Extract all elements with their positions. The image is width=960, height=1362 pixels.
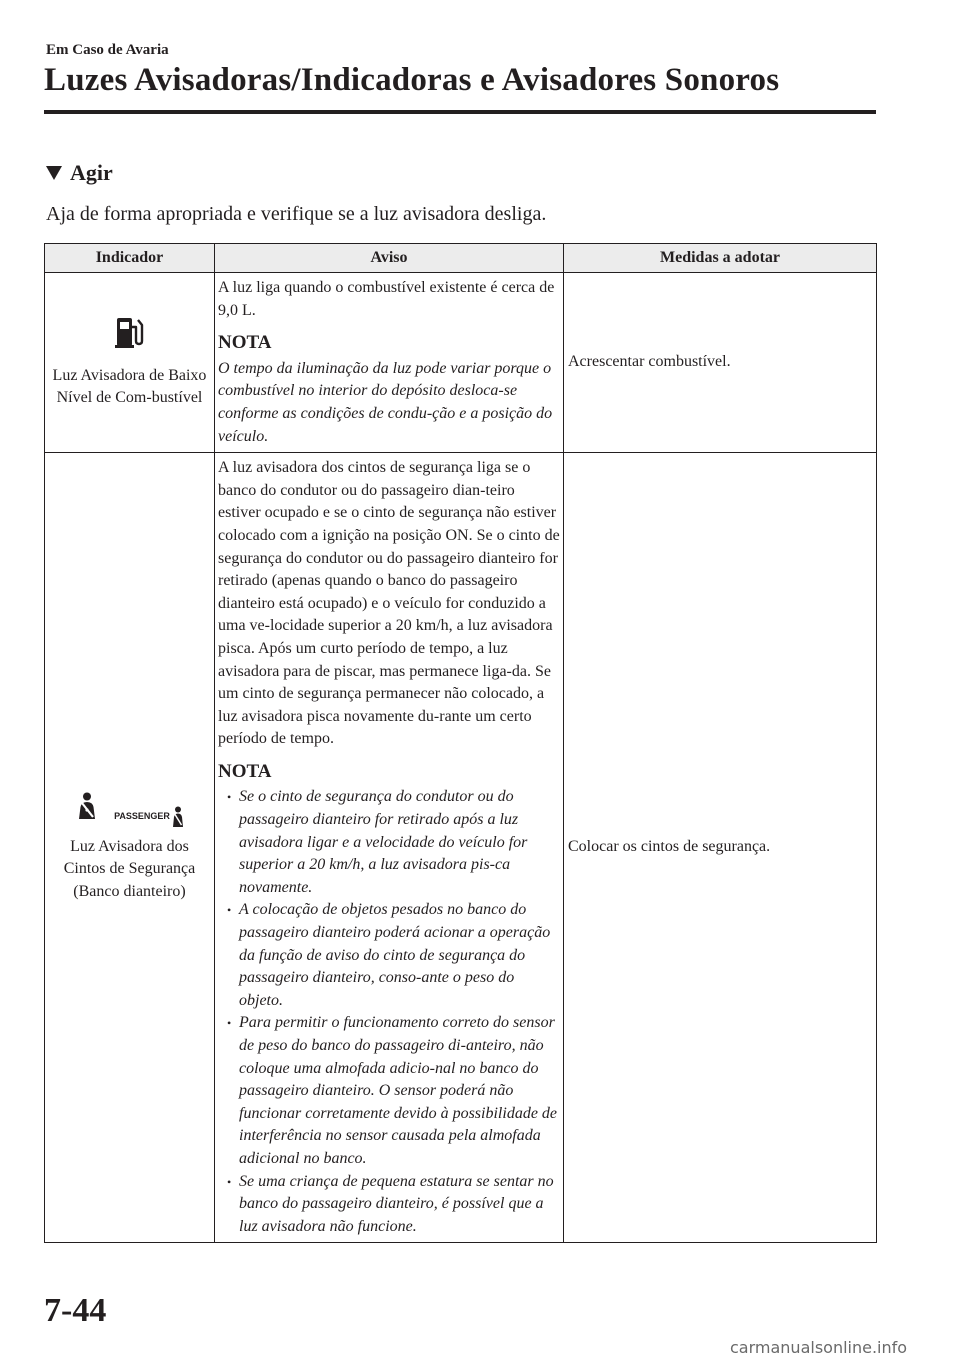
warning-text: A luz liga quando o combustível existente é cerca de 9,0 L. [218,279,555,319]
note-title: NOTA [218,332,272,354]
action-text: Colocar os cintos de segurança. [568,838,771,856]
section-intro: Aja de forma apropriada e verifique se a luz avisadora desliga. [46,203,547,225]
watermark: carmanualsonline.info [730,1338,908,1357]
warning-text: A luz avisadora dos cintos de segurança liga se o banco do condutor ou do passageiro dian-teiro estiver ocupado e se o cinto de segurança não estiver colocado com a ignição na posição ON. Se o cinto de segurança do condutor ou do passageiro dianteiro for retirado (apenas quando o banco do passageiro dianteiro está ocupado) e o veículo for conduzido a uma ve-locidade superior a 20 km/h, a luz avisadora pisca. Após um curto período de tempo, a luz avisadora para de piscar, mas permanece liga-da. Se um cinto de segurança permanecer não colocado, a luz avisadora pisca novamente du-rante um certo período de tempo. [218,459,560,748]
column-header-action: Medidas a adotar [564,244,877,273]
action-cell [564,453,877,1243]
indicator-label: Luz Avisadora dos Cintos de Segurança (Banco dianteiro) [63,837,196,900]
note-text: O tempo da iluminação da luz pode variar porque o combustível no interior do depósito desloca-se conforme as condições de condu-ção e a posição do veículo. [218,359,553,445]
list-item: • Para permitir o funcionamento correto do sensor de peso do banco do passageiro di-anteiro, não coloque uma almofada adicio-nal no banco do passageiro dianteiro. O sensor poderá não funcionar corretamente devido à possibilidade de interferência no sensor causada pela almofada adicional no banco. [218,1012,560,1170]
table-header-row [45,244,877,273]
section-heading [46,160,113,186]
title-divider [44,110,876,114]
list-item: • Se o cinto de segurança do condutor ou do passageiro dianteiro for retirado após a luz avisadora ligar e a velocidade do veículo for superior a 20 km/h, a luz avisadora pis-ca novamente. [218,786,560,899]
page-number: 7-44 [44,1292,107,1329]
list-item: • A colocação de objetos pesados no banco do passageiro dianteiro poderá acionar a operação da função de aviso do cinto de segurança do passageiro dianteiro, conso-ante o peso do objeto. [218,899,560,1012]
note-title: NOTA [218,760,272,782]
note-list [218,786,560,1238]
seatbelt-icon [74,792,100,828]
column-header-indicator: Indicador [45,244,215,273]
chapter-label: Em Caso de Avaria [46,42,169,58]
passenger-icon-label: PASSENGER [114,811,170,822]
table-row [45,273,877,453]
page-title: Luzes Avisadoras/Indicadoras e Avisadores Sonoros [44,62,780,98]
warning-cell [215,453,564,1243]
list-item: • Se uma criança de pequena estatura se sentar no banco do passageiro dianteiro, é possível que a luz avisadora não funcione. [218,1171,560,1239]
indicator-cell [45,453,215,1243]
triangle-bullet-icon [46,166,62,180]
action-cell [564,273,877,453]
table-row [45,453,877,1243]
action-text: Acrescentar combustível. [568,353,731,371]
section-heading-text: Agir [70,160,113,185]
indicator-label: Luz Avisadora de Baixo Nível de Com-bustível [52,366,207,407]
column-header-warning: Aviso [215,244,564,273]
indicator-cell [45,273,215,453]
warning-cell [215,273,564,453]
passenger-seatbelt-icon [114,805,185,828]
warning-lights-table [44,243,877,1243]
fuel-pump-icon [114,315,146,357]
